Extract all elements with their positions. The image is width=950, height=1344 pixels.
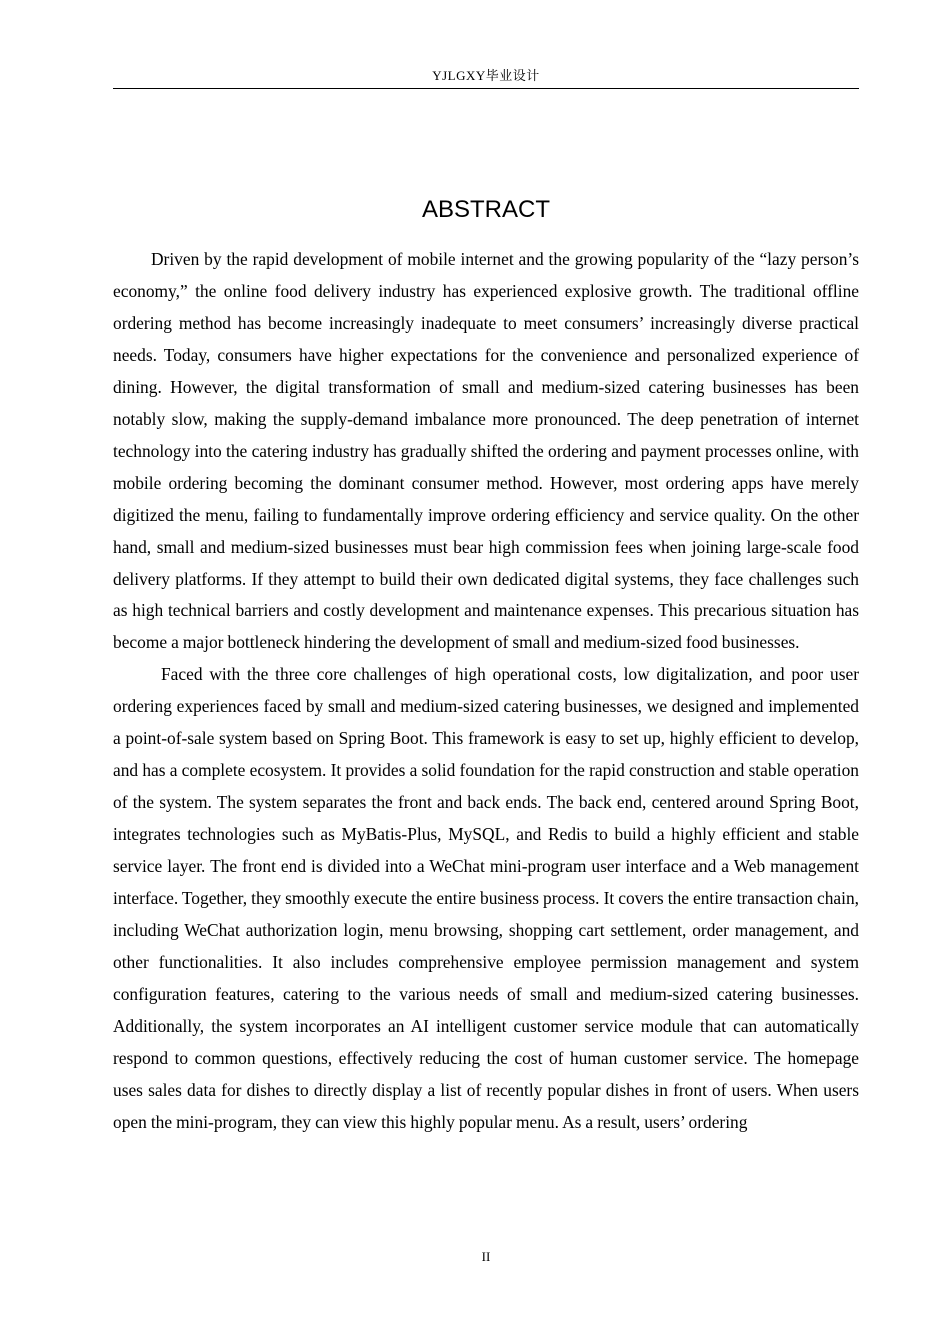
running-header: YJLGXY毕业设计 bbox=[432, 68, 540, 83]
abstract-title: ABSTRACT bbox=[421, 196, 550, 224]
header-rule bbox=[113, 88, 859, 89]
abstract-body bbox=[113, 244, 859, 1139]
abstract-paragraph-1: Driven by the rapid development of mobile internet and the growing popularity of the “lazy person’s economy,” the online food delivery industry has experienced explosive growth. The traditional offline ordering method has become increasingly inadequate to meet consumers’ increasingly diverse practical needs. Today, consumers have higher expectations for the convenience and personalized experience of dining. However, the digital transformation of small and medium-sized catering businesses has been notably slow, making the supply-demand imbalance more pronounced. The deep penetration of internet technology into the catering industry has gradually shifted the ordering and payment processes online, with mobile ordering becoming the dominant consumer method. However, most ordering apps have merely digitized the menu, failing to fundamentally improve ordering efficiency and service quality. On the other hand, small and medium-sized businesses must bear high commission fees when joining large-scale food delivery platforms. If they attempt to build their own dedicated digital systems, they face challenges such as high technical barriers and costly development and maintenance expenses. This precarious situation has become a major bottleneck hindering the development of small and medium-sized food businesses. bbox=[113, 249, 859, 653]
abstract-paragraph-2: Faced with the three core challenges of high operational costs, low digitalization, and poor user ordering experiences faced by small and medium-sized catering businesses, we designed and implemented a point-of-sale system based on Spring Boot. This framework is easy to set up, highly efficient to develop, and has a complete ecosystem. It provides a solid foundation for the rapid construction and stable operation of the system. The system separates the front and back ends. The back end, centered around Spring Boot, integrates technologies such as MyBatis-Plus, MySQL, and Redis to build a highly efficient and stable service layer. The front end is divided into a WeChat mini-program user interface and a Web management interface. Together, they smoothly execute the entire business process. It covers the entire transaction chain, including WeChat authorization login, menu browsing, shopping cart settlement, order management, and other functionalities. It also includes comprehensive employee permission management and system configuration features, catering to the various needs of small and medium-sized catering businesses. Additionally, the system incorporates an AI intelligent customer service module that can automatically respond to common questions, effectively reducing the cost of human customer service. The homepage uses sales data for dishes to directly display a list of recently popular dishes in front of users. When users open the mini-program, they can view this highly popular menu. As a result, users’ ordering bbox=[113, 664, 859, 1132]
page-number: II bbox=[481, 1249, 491, 1264]
